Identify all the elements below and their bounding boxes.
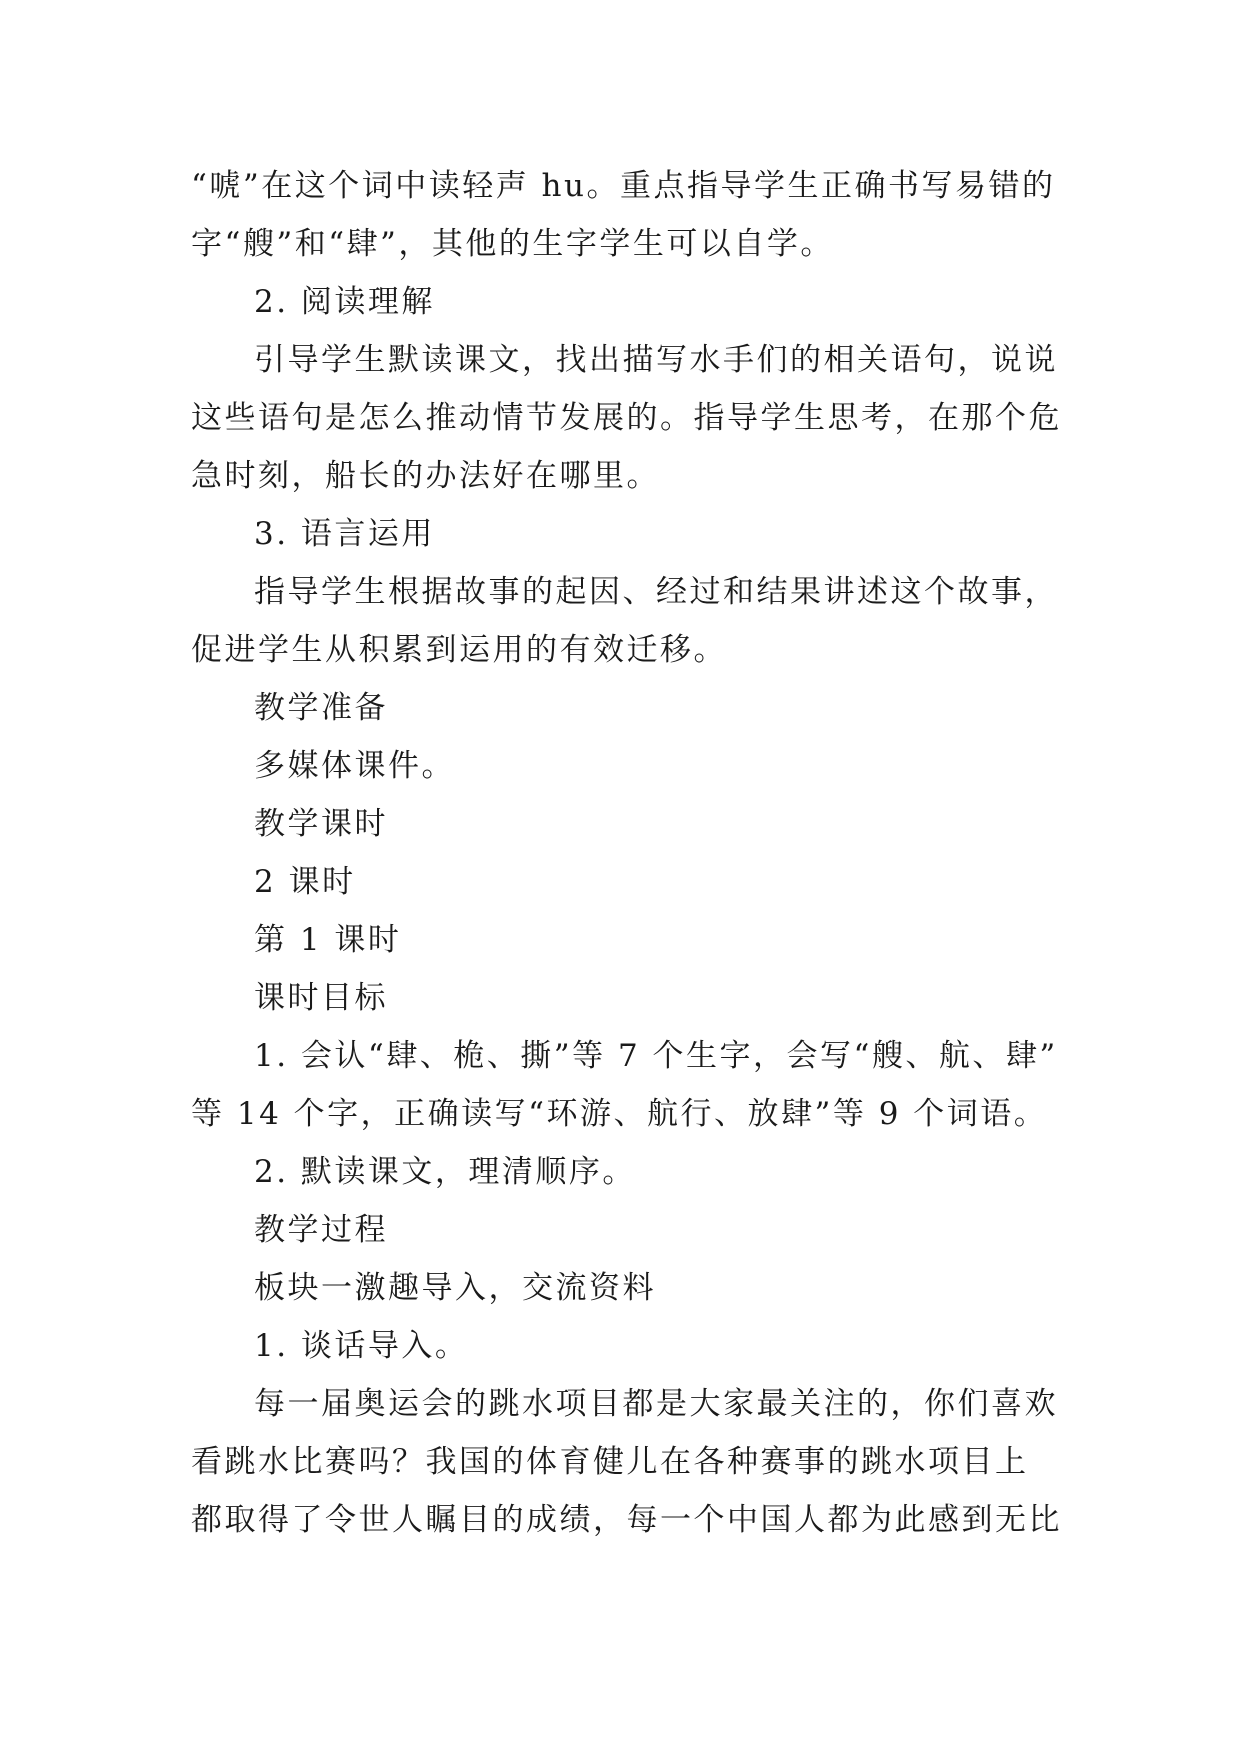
list-item: 1. 谈话导入。 (254, 1328, 469, 1364)
paragraph-line: 这些语句是怎么推动情节发展的。指导学生思考，在那个危 (191, 400, 1062, 436)
paragraph-line: 2 课时 (254, 864, 356, 900)
list-item: 2. 默读课文，理清顺序。 (254, 1154, 636, 1190)
paragraph-line: 指导学生根据故事的起因、经过和结果讲述这个故事， (254, 574, 1058, 610)
section-heading: 板块一激趣导入，交流资料 (254, 1270, 656, 1306)
list-item-continuation: 等 14 个字，正确读写“环游、航行、放肆”等 9 个词语。 (191, 1096, 1048, 1132)
paragraph-line: 字“艘”和“肆”，其他的生字学生可以自学。 (191, 226, 834, 262)
paragraph-line: 每一届奥运会的跳水项目都是大家最关注的，你们喜欢 (254, 1386, 1058, 1422)
section-heading: 第 1 课时 (254, 922, 402, 958)
section-heading: 教学课时 (254, 806, 388, 842)
paragraph-line: 促进学生从积累到运用的有效迁移。 (191, 632, 727, 668)
section-heading: 教学过程 (254, 1212, 388, 1248)
paragraph-line: 急时刻，船长的办法好在哪里。 (191, 458, 660, 494)
paragraph-line: 多媒体课件。 (254, 748, 455, 784)
section-heading: 2. 阅读理解 (254, 284, 435, 320)
paragraph-line: 都取得了令世人瞩目的成绩，每一个中国人都为此感到无比 (191, 1502, 1062, 1538)
section-heading: 教学准备 (254, 690, 388, 726)
document-body (191, 157, 1062, 1549)
list-item: 1. 会认“肆、桅、撕”等 7 个生字，会写“艘、航、肆” (254, 1038, 1058, 1074)
section-heading: 课时目标 (254, 980, 388, 1016)
paragraph-line: “唬”在这个词中读轻声 hu。重点指导学生正确书写易错的 (191, 168, 1056, 204)
section-heading: 3. 语言运用 (254, 516, 435, 552)
paragraph-line: 引导学生默读课文，找出描写水手们的相关语句，说说 (254, 342, 1058, 378)
paragraph-line: 看跳水比赛吗？我国的体育健儿在各种赛事的跳水项目上 (191, 1444, 1029, 1480)
